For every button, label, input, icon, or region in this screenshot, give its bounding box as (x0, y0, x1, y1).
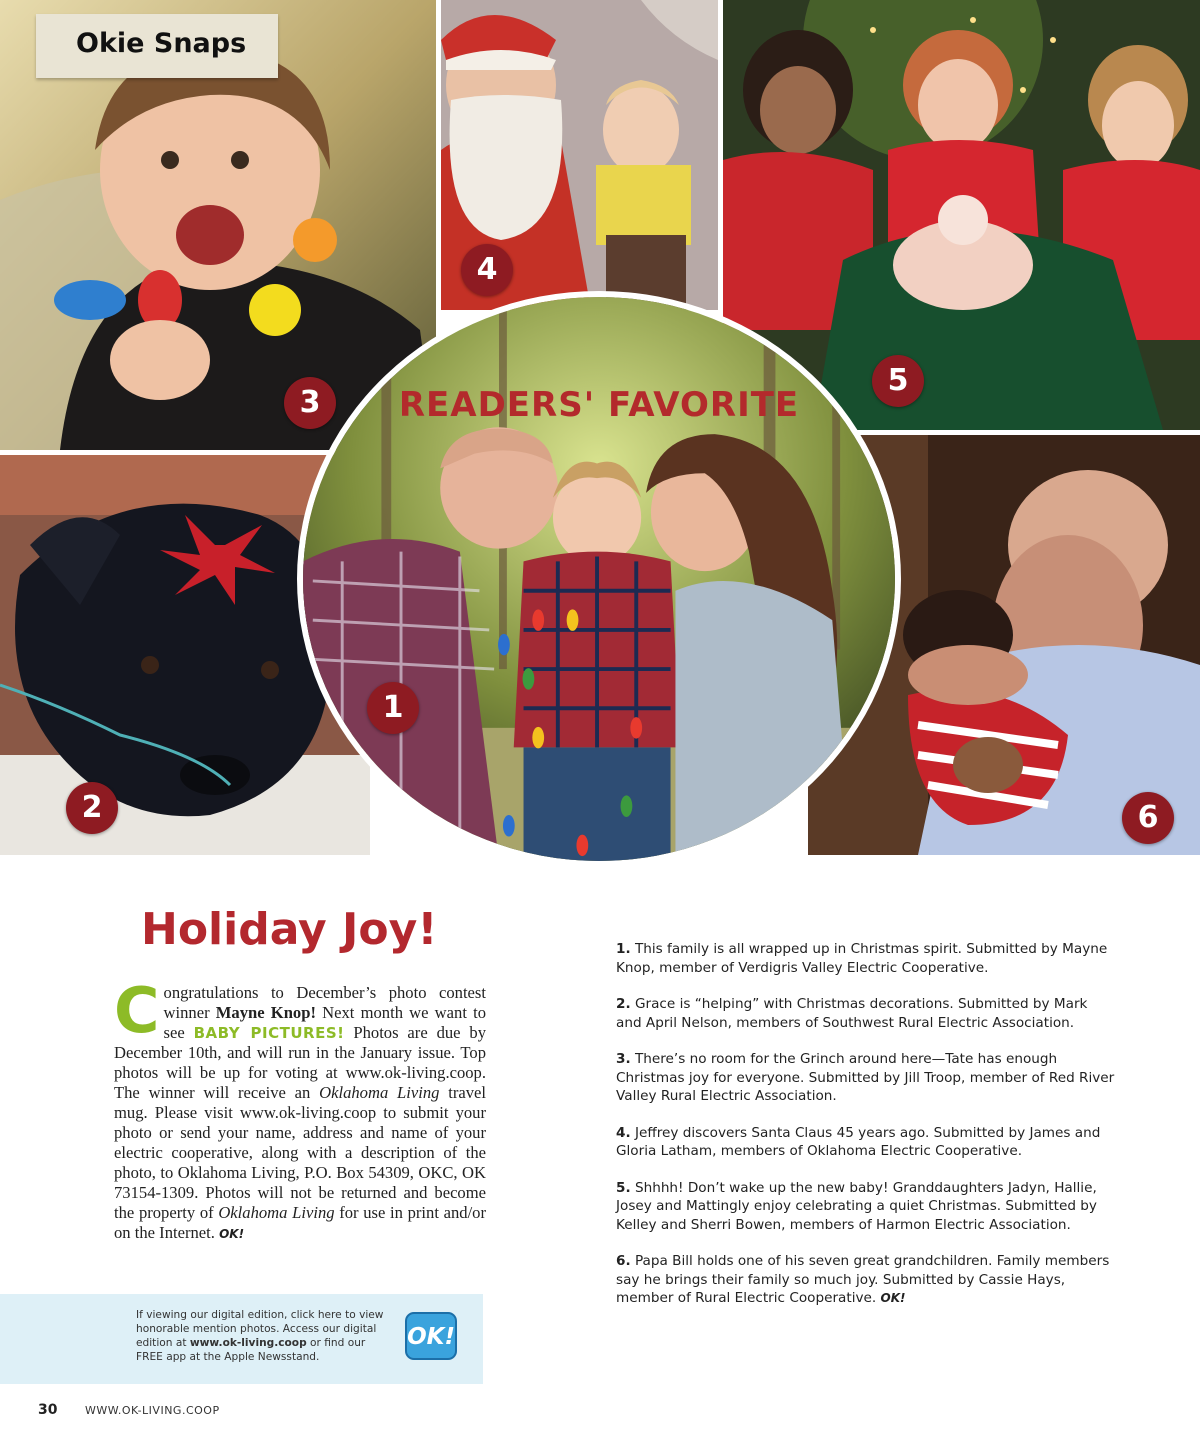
caption-text: Grace is “helping” with Christmas decorations. Submitted by Mark and April Nelson, members of Southwest Rural Electric Association. (616, 996, 1088, 1031)
digital-text-2: or find our FREE app at the Apple Newsstand. (136, 1337, 366, 1363)
body-text-1: ongratulations to December’s photo contest winner (163, 983, 486, 1022)
photo-number-badge-2: 2 (66, 782, 118, 834)
caption-4 (616, 1124, 1116, 1161)
body-text-3: Photos are due by December 10th, and will run in the January issue. Top photos will be up for voting at www.ok-living.coop. The winner will receive an (114, 1023, 486, 1102)
photo-1-featured-family[interactable] (297, 291, 901, 867)
ok-end-mark: OK! (880, 1291, 906, 1305)
footer-url[interactable]: WWW.OK-LIVING.COOP (85, 1404, 220, 1417)
magazine-name: Oklahoma Living (319, 1083, 440, 1102)
digital-text-1: If viewing our digital edition, click here to view honorable mention photos. Access our digital edition at (136, 1309, 384, 1349)
caption-number: 3. (616, 1051, 631, 1067)
caption-text: Jeffrey discovers Santa Claus 45 years ago. Submitted by James and Gloria Latham, members of Oklahoma Electric Cooperative. (616, 1124, 1101, 1159)
caption-1 (616, 940, 1116, 977)
ok-app-icon[interactable]: OK! (405, 1312, 457, 1360)
photo-number-badge-4: 4 (461, 244, 513, 296)
caption-number: 1. (616, 941, 631, 957)
article-headline: Holiday Joy! (141, 904, 438, 955)
section-banner (36, 14, 278, 78)
caption-text: Shhhh! Don’t wake up the new baby! Granddaughters Jadyn, Hallie, Josey and Mattingly enjoy celebrating a quiet Christmas. Submitted by Kelley and Sherri Bowen, members of Harmon Electric Association. (616, 1179, 1097, 1233)
caption-5 (616, 1179, 1116, 1235)
caption-number: 5. (616, 1179, 631, 1196)
next-theme: BABY PICTURES! (193, 1024, 345, 1042)
caption-2 (616, 995, 1116, 1032)
magazine-name-2: Oklahoma Living (218, 1203, 335, 1222)
digital-url-link[interactable]: www.ok-living.coop (189, 1337, 307, 1349)
page-number: 30 (38, 1402, 58, 1418)
caption-number: 2. (616, 996, 631, 1012)
photo-number-badge-5: 5 (872, 355, 924, 407)
article-body (114, 974, 487, 1244)
photo-number-badge-6: 6 (1122, 792, 1174, 844)
photo-number-badge-1: 1 (367, 682, 419, 734)
readers-favorite-label: READERS' FAVORITE (398, 385, 800, 425)
ok-end-mark: OK! (219, 1227, 245, 1241)
winner-name: Mayne Knop! (215, 1003, 316, 1022)
photo-number-badge-3: 3 (284, 377, 336, 429)
caption-text: There’s no room for the Grinch around here—Tate has enough Christmas joy for everyone. Submitted by Jill Troop, member of Red River Valley Rural Electric Association. (616, 1051, 1115, 1104)
caption-3 (616, 1050, 1116, 1106)
section-title: Okie Snaps (76, 28, 247, 59)
body-text-4: travel mug. Please visit www.ok-living.coop to submit your photo or send your name, address and name of your electric cooperative, along with a description of the photo, to Oklahoma Living, P.O. Box 54309, OKC, OK 73154-1309. Photos will not be returned and become the property of (114, 1083, 486, 1222)
drop-cap: C (114, 974, 160, 1047)
photo-1-image (303, 297, 895, 861)
body-text-2: Next month we want to see (163, 1003, 487, 1042)
caption-number: 4. (616, 1124, 631, 1141)
caption-6 (616, 1252, 1116, 1308)
caption-number: 6. (616, 1253, 631, 1269)
digital-edition-box[interactable] (0, 1294, 483, 1384)
caption-text: Papa Bill holds one of his seven great grandchildren. Family members say he brings their family so much joy. Submitted by Cassie Hays, member of Rural Electric Cooperative. (616, 1253, 1110, 1306)
caption-text: This family is all wrapped up in Christmas spirit. Submitted by Mayne Knop, member of Verdigris Valley Electric Cooperative. (616, 941, 1108, 976)
digital-edition-text[interactable] (136, 1308, 386, 1364)
photo-captions (616, 940, 1116, 1326)
body-text-5: for use in print and/or on the Internet. (114, 1203, 487, 1242)
